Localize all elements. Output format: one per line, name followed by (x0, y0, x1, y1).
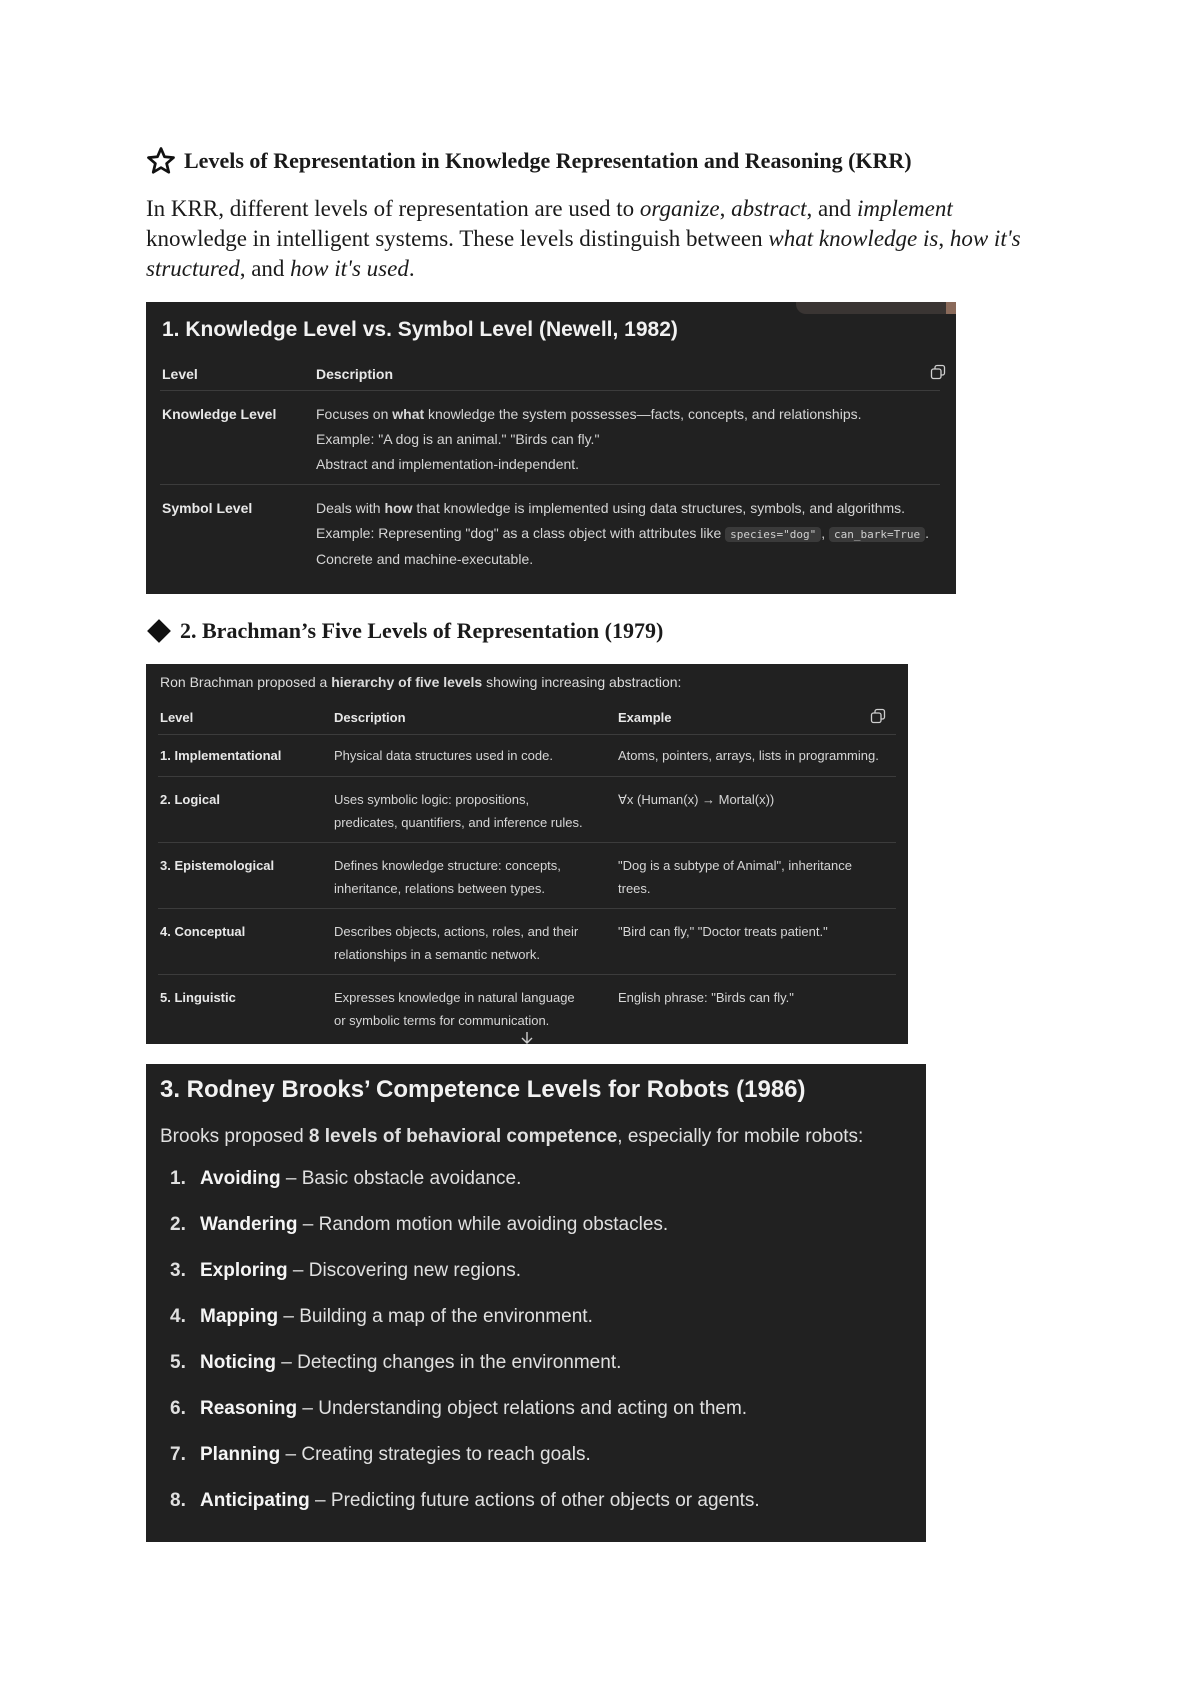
desc-line (316, 402, 936, 427)
desc-line (316, 521, 946, 547)
table-divider (158, 908, 896, 909)
table-cell-description (334, 854, 614, 900)
row-label-knowledge-level: Knowledge Level (162, 406, 277, 422)
section2-title: 2. Brachman’s Five Levels of Representation (1979) (180, 618, 664, 643)
desc-text: Example: Representing "dog" as a class object with attributes like (316, 525, 726, 541)
example-line: Atoms, pointers, arrays, lists in programming. (618, 748, 879, 763)
item-name: Planning (200, 1444, 281, 1465)
newell-table-panel (146, 302, 956, 594)
table-cell-example (618, 854, 898, 900)
list-number: 1. (170, 1168, 186, 1189)
col-header-example: Example (618, 710, 672, 725)
intro-emph: what knowledge is (768, 226, 939, 251)
desc-line: Abstract and implementation-independent. (316, 456, 580, 472)
page-title-text: Levels of Representation in Knowledge Representation and Reasoning (KRR) (184, 148, 912, 173)
desc-line (316, 496, 946, 521)
table-cell-description (334, 986, 614, 1032)
table-cell-example (618, 920, 898, 943)
list-number: 6. (170, 1398, 186, 1419)
list-item (170, 1248, 760, 1294)
item-text: – Basic obstacle avoidance. (280, 1168, 522, 1189)
competence-list (170, 1156, 760, 1524)
row-label: 5. Linguistic (160, 990, 236, 1005)
example-line: ∀x (Human(x) → Mortal(x)) (618, 792, 775, 807)
col-header-description: Description (334, 710, 406, 725)
list-item (170, 1156, 760, 1202)
desc-line: Uses symbolic logic: propositions, (334, 792, 530, 807)
table-divider (160, 390, 940, 391)
scroll-down-icon[interactable] (520, 1032, 534, 1044)
intro-emph: 8 levels of behavioral competence (308, 1126, 618, 1147)
desc-line: Concrete and machine-executable. (316, 551, 534, 567)
section3-title: 3. Rodney Brooks’ Competence Levels for Robots (1986) (160, 1076, 806, 1103)
table-divider (158, 842, 896, 843)
desc-emph: how (384, 500, 413, 516)
diamond-icon (146, 618, 172, 644)
item-text: – Understanding object relations and acting on them. (297, 1398, 748, 1419)
intro-emph: hierarchy of five levels (331, 674, 483, 690)
intro-emph: implement (856, 196, 953, 221)
example-line: trees. (618, 881, 651, 896)
item-text: – Detecting changes in the environment. (276, 1352, 622, 1373)
brachman-intro (160, 674, 681, 690)
intro-text: In KRR, different levels of representation are used to (146, 196, 640, 221)
page-title (146, 146, 912, 176)
table-cell-description (316, 496, 946, 572)
desc-text: Focuses on (316, 406, 393, 422)
intro-emph: abstract (731, 196, 807, 221)
brachman-table-panel (146, 664, 908, 1044)
item-text: – Random motion while avoiding obstacles. (297, 1214, 669, 1235)
intro-text: , especially for mobile robots: (617, 1126, 864, 1147)
item-name: Noticing (200, 1352, 276, 1373)
intro-emph: how it's used (290, 256, 409, 281)
item-text: – Creating strategies to reach goals. (280, 1444, 591, 1465)
list-item (170, 1432, 760, 1478)
row-label: 4. Conceptual (160, 924, 246, 939)
section1-title: 1. Knowledge Level vs. Symbol Level (Newell, 1982) (162, 318, 678, 341)
item-text: – Discovering new regions. (287, 1260, 522, 1281)
list-item (170, 1294, 760, 1340)
list-number: 3. (170, 1260, 186, 1281)
intro-text: . (408, 256, 415, 281)
item-name: Reasoning (200, 1398, 298, 1419)
list-number: 8. (170, 1490, 186, 1511)
desc-text: knowledge the system possesses—facts, concepts, and relationships. (424, 406, 862, 422)
list-item (170, 1386, 760, 1432)
item-name: Mapping (200, 1306, 279, 1327)
intro-text: knowledge in intelligent systems. These levels distinguish between (146, 226, 769, 251)
desc-text: , (821, 525, 830, 541)
desc-text: that knowledge is implemented using data structures, symbols, and algorithms. (412, 500, 906, 516)
list-number: 4. (170, 1306, 186, 1327)
list-item (170, 1478, 760, 1524)
panel-corner-accent (946, 302, 956, 314)
desc-text: Deals with (316, 500, 385, 516)
list-number: 2. (170, 1214, 186, 1235)
example-line: "Dog is a subtype of Animal", inheritance (618, 858, 852, 873)
table-cell-description (316, 402, 936, 477)
intro-text: Brooks proposed (160, 1126, 309, 1147)
desc-emph: what (392, 406, 425, 422)
desc-line: Defines knowledge structure: concepts, (334, 858, 561, 873)
example-line: English phrase: "Birds can fly." (618, 990, 794, 1005)
inline-code: species="dog" (725, 527, 821, 542)
list-number: 7. (170, 1444, 186, 1465)
table-cell-example (618, 788, 898, 811)
brooks-panel (146, 1064, 926, 1542)
table-cell-example (618, 744, 898, 767)
desc-text: . (925, 525, 930, 541)
col-header-description: Description (316, 366, 394, 382)
brooks-intro (160, 1126, 863, 1148)
table-divider (160, 484, 940, 485)
example-line: "Bird can fly," "Doctor treats patient." (618, 924, 828, 939)
table-cell-example (618, 986, 898, 1009)
row-label: 3. Epistemological (160, 858, 275, 873)
copy-icon[interactable] (870, 708, 886, 724)
panel-corner-decoration (796, 302, 956, 314)
intro-text: , and (239, 256, 291, 281)
section2-heading (146, 618, 663, 644)
desc-line: Physical data structures used in code. (334, 748, 553, 763)
table-cell-description (334, 788, 614, 834)
row-label-symbol-level: Symbol Level (162, 500, 253, 516)
intro-text: , (719, 196, 732, 221)
desc-line: Expresses knowledge in natural language (334, 990, 575, 1005)
intro-text: showing increasing abstraction: (482, 674, 682, 690)
inline-code: can_bark=True (829, 527, 925, 542)
desc-line: or symbolic terms for communication. (334, 1013, 550, 1028)
intro-emph: organize (639, 196, 720, 221)
intro-paragraph (146, 194, 1046, 284)
row-label: 1. Implementational (160, 748, 282, 763)
col-header-level: Level (160, 710, 194, 725)
desc-line: inheritance, relations between types. (334, 881, 546, 896)
intro-text: Ron Brachman proposed a (160, 674, 332, 690)
table-cell-description (334, 920, 614, 966)
item-text: – Predicting future actions of other objects or agents. (309, 1490, 760, 1511)
item-name: Anticipating (200, 1490, 310, 1511)
star-icon (146, 146, 176, 176)
table-divider (158, 734, 896, 735)
desc-line: Example: "A dog is an animal." "Birds can fly." (316, 431, 600, 447)
item-text: – Building a map of the environment. (278, 1306, 593, 1327)
item-name: Avoiding (200, 1168, 281, 1189)
copy-icon[interactable] (930, 364, 946, 380)
list-item (170, 1202, 760, 1248)
intro-text: , (938, 226, 950, 251)
table-cell-description (334, 744, 614, 767)
desc-line: Describes objects, actions, roles, and their (334, 924, 579, 939)
col-header-level: Level (162, 366, 198, 382)
intro-text: , and (806, 196, 857, 221)
list-item (170, 1340, 760, 1386)
table-divider (158, 974, 896, 975)
desc-line: relationships in a semantic network. (334, 947, 540, 962)
intro-emph: how it's structured (146, 226, 1021, 281)
row-label: 2. Logical (160, 792, 220, 807)
item-name: Wandering (200, 1214, 298, 1235)
table-divider (158, 776, 896, 777)
desc-line: predicates, quantifiers, and inference rules. (334, 815, 583, 830)
item-name: Exploring (200, 1260, 288, 1281)
list-number: 5. (170, 1352, 186, 1373)
